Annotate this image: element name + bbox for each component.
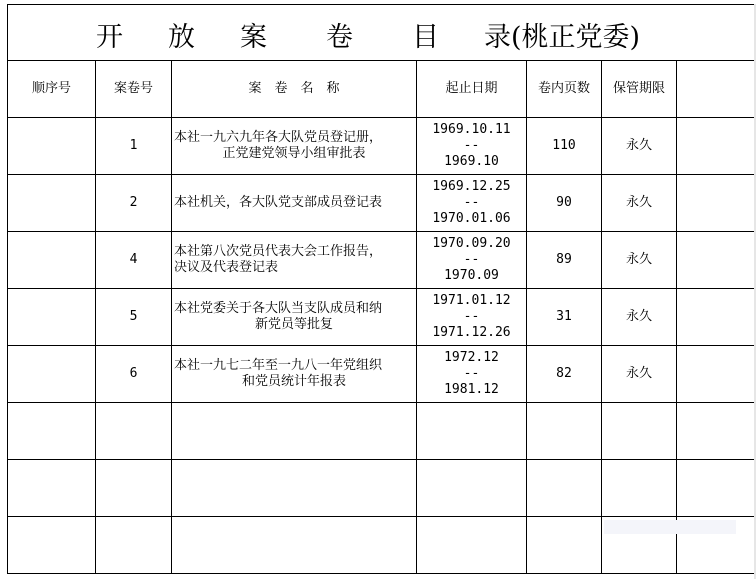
case-no-cell[interactable]: 5 <box>96 289 172 346</box>
date-sep: -- <box>463 366 480 381</box>
date-sep: -- <box>463 138 480 153</box>
name-line: 本社第八次党员代表大会工作报告， <box>174 244 383 259</box>
table-row <box>8 289 755 346</box>
empty-cell[interactable] <box>677 403 755 460</box>
selection-highlight <box>604 520 736 534</box>
dates-cell[interactable] <box>417 289 527 346</box>
name-line: 决议及代表登记表 <box>174 260 279 275</box>
title-char: 卷 <box>326 22 353 53</box>
retention-cell[interactable]: 永久 <box>602 118 677 175</box>
date-end: 1971.12.26 <box>432 325 511 340</box>
retention-cell[interactable]: 永久 <box>602 289 677 346</box>
name-line: 和党员统计年报表 <box>241 374 346 389</box>
empty-cell[interactable] <box>96 460 172 517</box>
header-case-no[interactable]: 案卷号 <box>96 61 172 118</box>
case-no-cell[interactable]: 6 <box>96 346 172 403</box>
seq-cell[interactable] <box>8 175 96 232</box>
dates-cell[interactable] <box>417 118 527 175</box>
name-cell[interactable] <box>172 346 417 403</box>
empty-cell[interactable] <box>677 61 755 118</box>
empty-cell[interactable] <box>527 517 602 574</box>
empty-cell[interactable] <box>677 175 755 232</box>
table-row <box>8 460 755 517</box>
case-no-cell[interactable]: 4 <box>96 232 172 289</box>
empty-cell[interactable] <box>602 460 677 517</box>
title-char: 录(桃正党委) <box>484 22 641 53</box>
title-char: 开 <box>96 22 123 53</box>
seq-cell[interactable] <box>8 289 96 346</box>
name-cell[interactable] <box>172 118 417 175</box>
date-start: 1969.10.11 <box>432 122 511 137</box>
date-start: 1971.01.12 <box>432 293 511 308</box>
header-retention[interactable]: 保管期限 <box>602 61 677 118</box>
empty-cell[interactable] <box>417 460 527 517</box>
empty-cell[interactable] <box>96 403 172 460</box>
dates-cell[interactable] <box>417 232 527 289</box>
name-line: 本社党委关于各大队当支队成员和纳 <box>174 301 383 316</box>
empty-cell[interactable] <box>8 517 96 574</box>
empty-cell[interactable] <box>677 232 755 289</box>
table-row <box>8 232 755 289</box>
name-cell[interactable] <box>172 175 417 232</box>
name-line: 本社一九六九年各大队党员登记册， <box>174 130 383 145</box>
pages-cell[interactable]: 90 <box>527 175 602 232</box>
empty-cell[interactable] <box>677 460 755 517</box>
empty-cell[interactable] <box>677 289 755 346</box>
name-cell[interactable] <box>172 289 417 346</box>
empty-cell[interactable] <box>172 460 417 517</box>
seq-cell[interactable] <box>8 118 96 175</box>
date-sep: -- <box>463 195 480 210</box>
title-row <box>7 4 756 60</box>
page-title <box>96 15 640 54</box>
retention-cell[interactable]: 永久 <box>602 346 677 403</box>
table-row <box>8 346 755 403</box>
empty-cell[interactable] <box>417 517 527 574</box>
case-no-cell[interactable]: 2 <box>96 175 172 232</box>
dates-cell[interactable] <box>417 346 527 403</box>
date-start: 1972.12 <box>444 350 499 365</box>
header-pages[interactable]: 卷内页数 <box>527 61 602 118</box>
date-start: 1970.09.20 <box>432 236 511 251</box>
name-line: 本社机关，各大队党支部成员登记表 <box>174 195 383 210</box>
empty-cell[interactable] <box>172 517 417 574</box>
pages-cell[interactable]: 89 <box>527 232 602 289</box>
empty-cell[interactable] <box>602 403 677 460</box>
date-end: 1981.12 <box>444 382 499 397</box>
pages-cell[interactable]: 31 <box>527 289 602 346</box>
case-no-cell[interactable]: 1 <box>96 118 172 175</box>
pages-cell[interactable]: 82 <box>527 346 602 403</box>
retention-cell[interactable]: 永久 <box>602 175 677 232</box>
empty-cell[interactable] <box>527 460 602 517</box>
title-char: 目 <box>412 22 439 53</box>
header-dates[interactable]: 起止日期 <box>417 61 527 118</box>
date-sep: -- <box>463 309 480 324</box>
table-row <box>8 118 755 175</box>
empty-cell[interactable] <box>677 346 755 403</box>
pages-cell[interactable]: 110 <box>527 118 602 175</box>
header-name[interactable]: 案 卷 名 称 <box>172 61 417 118</box>
catalog-table <box>7 60 755 574</box>
table-row <box>8 403 755 460</box>
date-sep: -- <box>463 252 480 267</box>
date-start: 1969.12.25 <box>432 179 511 194</box>
empty-cell[interactable] <box>527 403 602 460</box>
empty-cell[interactable] <box>172 403 417 460</box>
empty-cell[interactable] <box>8 460 96 517</box>
table-header-row <box>8 61 755 118</box>
table-row <box>8 175 755 232</box>
header-seq[interactable]: 顺序号 <box>8 61 96 118</box>
seq-cell[interactable] <box>8 346 96 403</box>
date-end: 1970.09 <box>444 268 499 283</box>
empty-cell[interactable] <box>417 403 527 460</box>
dates-cell[interactable] <box>417 175 527 232</box>
name-line: 正党建党领导小组审批表 <box>222 146 366 161</box>
name-line: 本社一九七二年至一九八一年党组织 <box>174 358 383 373</box>
name-line: 新党员等批复 <box>254 317 333 332</box>
empty-cell[interactable] <box>96 517 172 574</box>
title-char: 案 <box>240 22 267 53</box>
empty-cell[interactable] <box>8 403 96 460</box>
date-end: 1970.01.06 <box>432 211 511 226</box>
seq-cell[interactable] <box>8 232 96 289</box>
title-char: 放 <box>168 22 195 53</box>
date-end: 1969.10 <box>444 154 499 169</box>
name-cell[interactable] <box>172 232 417 289</box>
empty-cell[interactable] <box>677 118 755 175</box>
retention-cell[interactable]: 永久 <box>602 232 677 289</box>
